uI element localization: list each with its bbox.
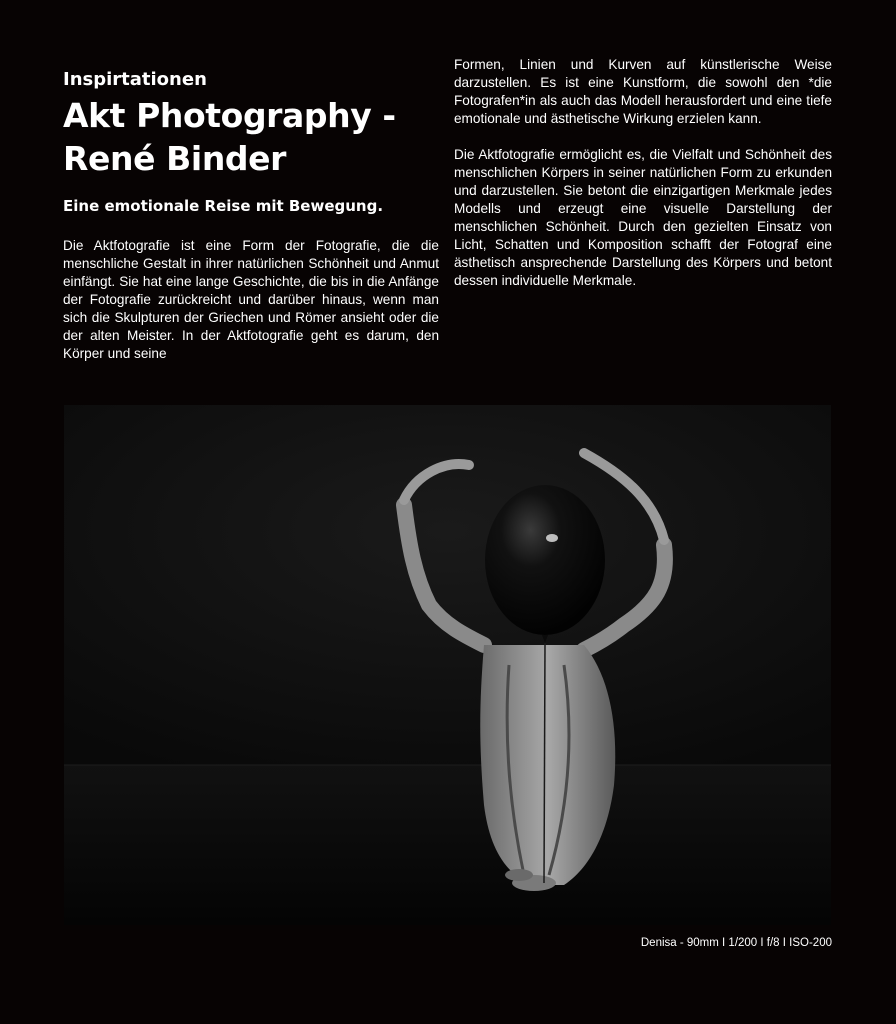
photo-floor <box>64 765 831 925</box>
article-title <box>63 94 439 180</box>
paragraph-2: Die Aktfotografie ermöglicht es, die Vielfalt und Schönheit des menschlichen Körpers in seiner natürlichen Form zu erkunden und darzustellen. Sie betont die einzigartigen Merkmale jedes Modells und erzeugt eine visuelle Darstellung der menschlichen Schönheit. Durch den gezielten Einsatz von Licht, Schatten und Komposition schafft der Fotograf eine ästhetisch ansprechende Darstellung des Körpers und betont dessen individuelle Merkmale. <box>454 147 832 288</box>
paragraph-1-part-2: Formen, Linien und Kurven auf künstlerische Weise darzustellen. Es ist eine Kunstform, die sowohl den *die Fotografen*in als auch das Modell herausfordert und eine tiefe emotionale und ästhetische Wirkung erzielen kann. <box>454 57 832 126</box>
article-title-line-1: Akt Photography - <box>63 96 396 135</box>
photo-illustration <box>64 405 831 925</box>
article-subtitle: Eine emotionale Reise mit Bewegung. <box>63 197 384 215</box>
section-kicker: Inspirtationen <box>63 69 207 90</box>
left-column <box>63 66 439 363</box>
photo-caption: Denisa - 90mm I 1/200 I f/8 I ISO-200 <box>640 937 832 949</box>
photo-wall <box>64 405 831 765</box>
article-title-line-2: René Binder <box>63 139 286 178</box>
paragraph-1-part-1: Die Aktfotografie ist eine Form der Fotografie, die die menschliche Gestalt in ihrer natürlichen Schönheit und Anmut einfängt. Sie hat eine lange Geschichte, die bis in die Anfänge der Fotografie zurückreicht und darüber hinaus, wenn man sich die Skulpturen der Griechen und Römer ansieht oder die der alten Meister. In der Aktfotografie geht es darum, den Körper und seine <box>63 238 439 361</box>
right-column <box>454 56 832 290</box>
article-photo <box>64 405 831 925</box>
balloon-string <box>544 643 545 883</box>
